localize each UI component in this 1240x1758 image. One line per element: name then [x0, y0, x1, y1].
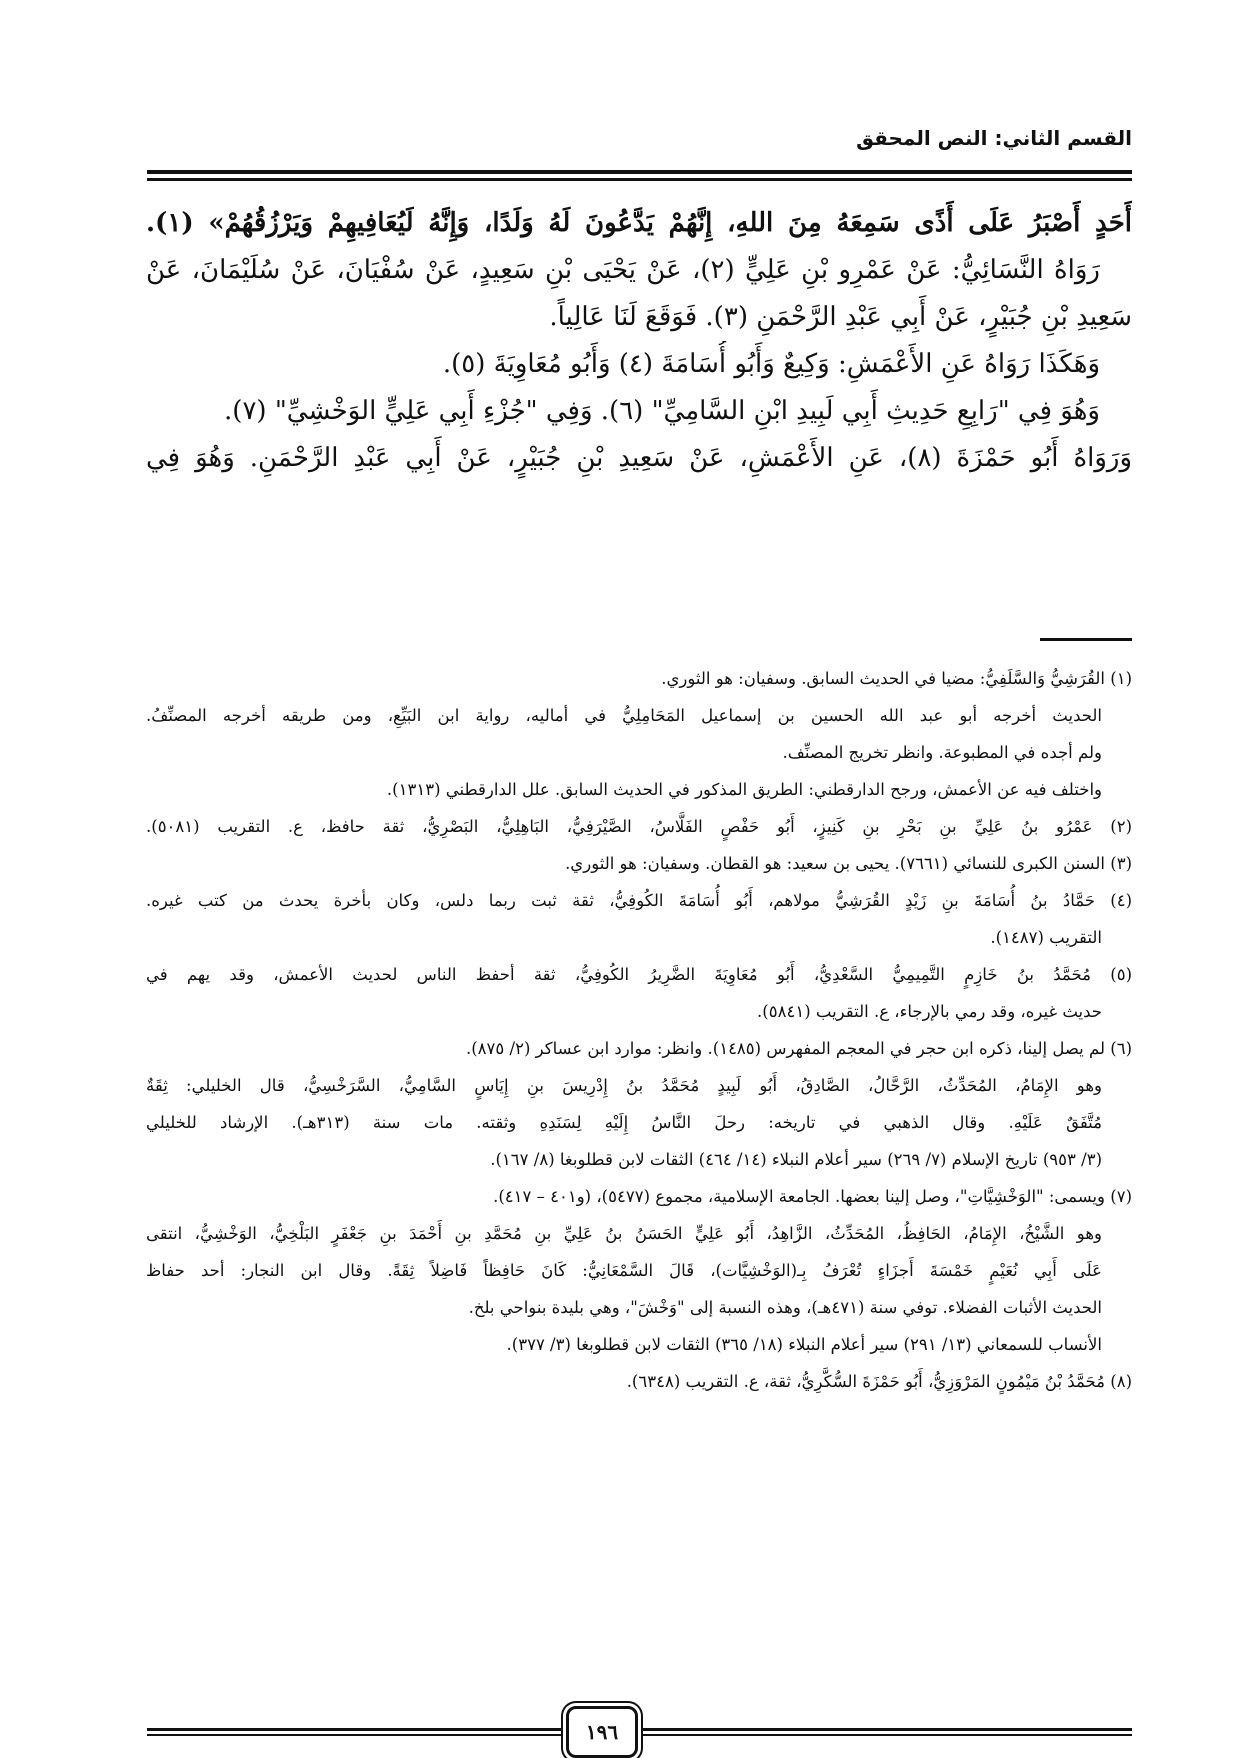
footnote-line: وهو الشَّيْخُ، الإِمَامُ، الحَافِظُ، المُحَدِّثُ، الزَّاهِدُ، أَبُو عَلِيٍّ الحَسَنُ بنُ عَلِيِّ بنِ مُحَمَّدِ بنِ أَحْمَدَ بنِ جَعْفَرٍ البَلْخِيُّ، الوَخْشِيُّ، انتقى — [146, 1224, 1102, 1243]
footnote-line: (٣) السنن الكبرى للنسائي (٧٦٦١). يحيى بن سعيد: هو القطان. وسفيان: هو الثوري. — [565, 854, 1132, 873]
footnote-line: (٢) عَمْرُو بنُ عَلِيِّ بنِ بَحْرِ بنِ كَنِيزٍ، أَبُو حَفْصٍ الفَلَّاسُ، الصَّيْرَفِيُّ، البَاهِلِيُّ، البَصْرِيُّ، ثقة حافظ، ع. التقريب (٥٠٨١). — [146, 817, 1132, 836]
footer-rule-secondary — [147, 1734, 1132, 1736]
text-line: سَعِيدِ بْنِ جُبَيْرٍ، عَنْ أَبِي عَبْدِ الرَّحْمَنِ (٣). فَوَقَعَ لَنَا عَالِياً. — [549, 302, 1132, 332]
footnote-line: مُتَّفَقٌ عَلَيْهِ. وقال الذهبي في تاريخه: رحلَ النَّاسُ إِلَيْهِ لِسَنَدِهِ وثقته. مات سنة (٣١٣هـ). الإرشاد للخليلي — [146, 1113, 1102, 1132]
footnote-line: واختلف فيه عن الأعمش، ورجح الدارقطني: الطريق المذكور في الحديث السابق. علل الدارقطني (١٣١٣). — [386, 780, 1102, 799]
header-rule-secondary — [147, 178, 1132, 181]
footnote-separator — [1040, 638, 1132, 641]
footnote-line: حديث غيره، وقد رمي بالإرجاء، ع. التقريب (٥٨٤١). — [757, 1002, 1102, 1021]
footnote-line: الحديث أخرجه أبو عبد الله الحسين بن إسماعيل المَحَامِلِيُّ في أماليه، رواية ابن البَيِّعِ، ومن طريقه أخرجه المصنِّفُ. — [146, 706, 1102, 725]
footnote-line: وهو الإِمَامُ، المُحَدِّثُ، الرَّحَّالُ، الصَّادِقُ، أَبُو لَبِيدٍ مُحَمَّدُ بنُ إِدْرِيسَ بنِ إِيَاسٍ السَّامِيُّ، السَّرَخْسِيُّ، قال الخليلي: ثِقَةٌ — [146, 1076, 1102, 1095]
footnote-line: الأنساب للسمعاني (١٣/ ٢٩١) سير أعلام النبلاء (١٨/ ٣٦٥) الثقات لابن قطلوبغا (٣/ ٣٧٧). — [506, 1335, 1102, 1354]
running-header: القسم الثاني: النص المحقق — [856, 126, 1132, 150]
footnote-line: (٤) حَمَّادُ بنُ أُسَامَةَ بنِ زَيْدٍ القُرَشِيُّ مولاهم، أَبُو أُسَامَةَ الكُوفِيُّ، ثقة ثبت ربما دلس، وكان بأخرة يحدث من كتب غيره. — [146, 891, 1132, 910]
footnote-line: (١) القُرَشِيُّ وَالسَّلَفِيُّ: مضيا في الحديث السابق. وسفيان: هو الثوري. — [661, 669, 1132, 688]
footnote-line: عَلَى أَبِي نُعَيْمٍ خَمْسَةَ أَجزَاءٍ تُعْرَفُ بِـ(الوَخْشِيَّات)، قَالَ السَّمْعَانِيُّ: كَانَ حَافِظاً فَاضِلاً ثِقَةً. وقال ابن النجار: أحد حفاظ — [146, 1261, 1102, 1280]
page-number: ١٩٦ — [566, 1706, 638, 1758]
footnote-line: الحديث الأثبات الفضلاء. توفي سنة (٤٧١هـ)، وهذه النسبة إلى "وَخْشَ"، وهي بليدة بنواحي بلخ. — [468, 1298, 1102, 1317]
main-text — [146, 200, 1132, 482]
footnotes — [146, 660, 1132, 1400]
text-line: وَرَوَاهُ أَبُو حَمْزَةَ (٨)، عَنِ الأَعْمَشِ، عَنْ سَعِيدِ بْنِ جُبَيْرٍ، عَنْ أَبِي عَبْدِ الرَّحْمَنِ. وَهُوَ فِي — [146, 443, 1132, 473]
footnote-line: (٦) لم يصل إلينا، ذكره ابن حجر في المعجم المفهرس (١٤٨٥). وانظر: موارد ابن عساكر (٢/ ٨٧٥). — [465, 1039, 1132, 1058]
footnote-line: ولم أجده في المطبوعة. وانظر تخريج المصنِّف. — [782, 743, 1102, 762]
footnote-line: التقريب (١٤٨٧). — [990, 928, 1102, 947]
footnote-line: (٧) ويسمى: "الوَخْشِيَّاتِ"، وصل إلينا بعضها. الجامعة الإسلامية، مجموع (٥٤٧٧)، (و٤٠١ – ٤١٧). — [493, 1187, 1132, 1206]
footnote-line: (٥) مُحَمَّدُ بنُ خَازِمٍ التَّمِيمِيُّ السَّعْدِيُّ، أَبُو مُعَاوِيَةَ الضَّرِيرُ الكُوفِيُّ، ثقة أحفظ الناس لحديث الأعمش، وقد يهم في — [146, 965, 1132, 984]
text-line: أَحَدٍ أَصْبَرُ عَلَى أَذًى سَمِعَهُ مِنَ اللهِ، إِنَّهُمْ يَدَّعُونَ لَهُ وَلَدًا، وَإِنَّهُ لَيُعَافِيهِمْ وَيَرْزُقُهُمْ» (١). — [146, 208, 1132, 238]
footer-rule — [147, 1728, 1132, 1731]
header-rule — [147, 170, 1132, 174]
text-line: رَوَاهُ النَّسَائِيُّ: عَنْ عَمْرِو بْنِ عَلِيٍّ (٢)، عَنْ يَحْيَى بْنِ سَعِيدٍ، عَنْ سُفْيَانَ، عَنْ سُلَيْمَانَ، عَنْ — [146, 255, 1100, 285]
text-line: وَهُوَ فِي "رَابِعِ حَدِيثِ أَبِي لَبِيدِ ابْنِ السَّامِيِّ" (٦). وَفِي "جُزْءِ أَبِي عَلِيٍّ الوَخْشِيِّ" (٧). — [224, 396, 1100, 426]
footnote-line: (٣/ ٩٥٣) تاريخ الإسلام (٧/ ٢٦٩) سير أعلام النبلاء (١٤/ ٤٦٤) الثقات لابن قطلوبغا (٨/ ١٦٧). — [490, 1150, 1102, 1169]
text-line: وَهَكَذَا رَوَاهُ عَنِ الأَعْمَشِ: وَكِيعٌ وَأَبُو أُسَامَةَ (٤) وَأَبُو مُعَاوِيَةَ (٥). — [442, 349, 1100, 379]
footnote-line: (٨) مُحَمَّدُ بْنُ مَيْمُونٍ المَرْوَزِيُّ، أَبُو حَمْزَةَ السُّكَّرِيُّ، ثقة، ع. التقريب (٦٣٤٨). — [626, 1372, 1132, 1391]
